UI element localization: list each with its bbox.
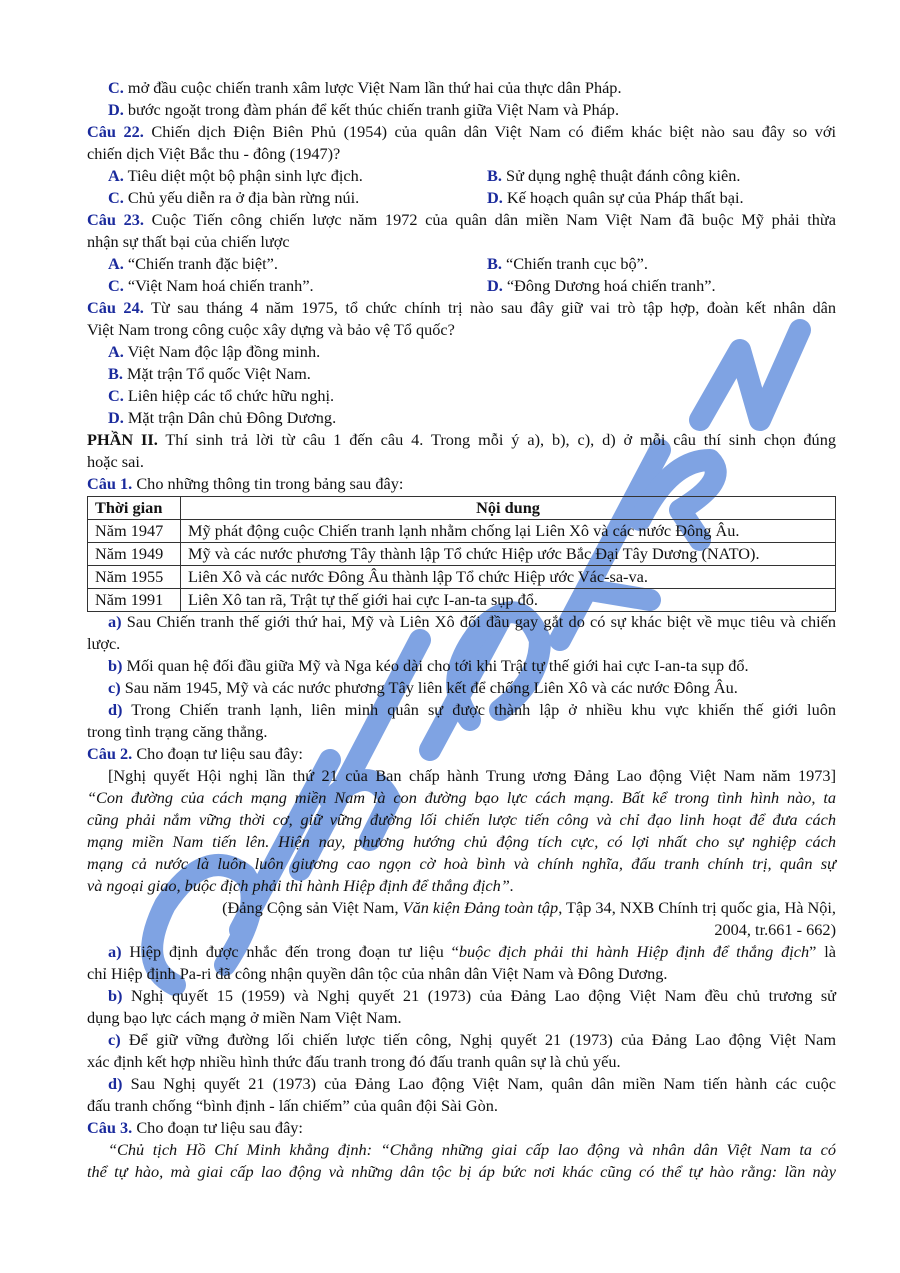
text-line bbox=[87, 699, 836, 721]
text-line bbox=[87, 743, 836, 765]
text-segment: Hiệp định được nhắc đến trong đoạn tư liệu “ bbox=[121, 942, 459, 961]
text-line bbox=[87, 655, 836, 677]
text-segment: Việt Nam độc lập đồng minh. bbox=[123, 342, 321, 361]
text-segment: Để giữ vững đường lối chiến lược tiến công, Nghị quyết 21 (1973) của Đảng Lao động Việt Nam bbox=[120, 1030, 836, 1049]
text-line bbox=[87, 451, 836, 473]
text-segment: (Đảng Cộng sản Việt Nam, bbox=[222, 898, 403, 917]
item-label: A. bbox=[108, 254, 124, 273]
text-line bbox=[87, 611, 836, 633]
item-label: Câu 2. bbox=[87, 744, 133, 763]
item-label: d) bbox=[108, 700, 123, 719]
text-line bbox=[87, 297, 836, 319]
item-label: A. bbox=[108, 166, 124, 185]
text-segment: Việt Nam trong công cuộc xây dựng và bảo vệ Tổ quốc? bbox=[87, 320, 455, 339]
text-segment: Thí sinh trả lời từ câu 1 đến câu 4. Trong mỗi ý a), b), c), d) ở mỗi câu thí sinh chọn đúng bbox=[157, 430, 836, 449]
answer-option-line bbox=[87, 77, 836, 99]
text-segment: “Chiến tranh cục bộ”. bbox=[501, 254, 648, 273]
table-header-row bbox=[88, 497, 836, 520]
item-label: Câu 23. bbox=[87, 210, 144, 229]
text-segment: đấu tranh chống “bình định - lấn chiếm” của quân đội Sài Gòn. bbox=[87, 1096, 498, 1115]
text-segment: trong tình trạng căng thẳng. bbox=[87, 722, 268, 741]
item-label: C. bbox=[108, 386, 124, 405]
text-line bbox=[87, 633, 836, 655]
text-segment: Mặt trận Tổ quốc Việt Nam. bbox=[122, 364, 311, 383]
text-segment: Sau Nghị quyết 21 (1973) của Đảng Lao động Việt Nam, quân dân miền Nam tiến hành các cuộc bbox=[122, 1074, 836, 1093]
header-time: Thời gian bbox=[88, 497, 181, 520]
item-label: Câu 22. bbox=[87, 122, 144, 141]
item-label: B. bbox=[487, 254, 502, 273]
text-line bbox=[87, 1007, 836, 1029]
item-label: C. bbox=[108, 78, 124, 97]
text-segment: ” là bbox=[809, 942, 837, 961]
text-segment: nhận sự thất bại của chiến lược bbox=[87, 232, 290, 251]
section-label: PHẦN II. bbox=[87, 430, 158, 449]
item-label: D. bbox=[108, 408, 124, 427]
answer-option bbox=[487, 253, 648, 275]
answer-option-line bbox=[87, 187, 836, 209]
text-segment: “Chủ tịch Hồ Chí Minh khẳng định: “Chẳng những giai cấp lao động và nhân dân Việt Nam ta có bbox=[108, 1140, 836, 1159]
text-segment: “Việt Nam hoá chiến tranh”. bbox=[123, 276, 314, 295]
text-segment: Mối quan hệ đối đầu giữa Mỹ và Nga kéo dài cho tới khi Trật tự thế giới hai cực I-an-ta sụp đổ. bbox=[122, 656, 749, 675]
item-label: d) bbox=[108, 1074, 123, 1093]
answer-option-line bbox=[87, 275, 836, 297]
text-line bbox=[87, 231, 836, 253]
answer-option-line bbox=[87, 363, 836, 385]
text-line bbox=[87, 1029, 836, 1051]
cell-time: Năm 1991 bbox=[88, 589, 181, 612]
cell-content: Liên Xô và các nước Đông Âu thành lập Tổ chức Hiệp ước Vác-sa-va. bbox=[181, 566, 836, 589]
item-label: a) bbox=[108, 942, 122, 961]
item-label: Câu 24. bbox=[87, 298, 144, 317]
text-segment: Tiêu diệt một bộ phận sinh lực địch. bbox=[123, 166, 363, 185]
answer-option bbox=[487, 275, 716, 297]
text-line bbox=[87, 897, 836, 919]
text-segment: Cho những thông tin trong bảng sau đây: bbox=[132, 474, 404, 493]
item-label: C. bbox=[108, 188, 124, 207]
text-line bbox=[87, 941, 836, 963]
questions-section-1 bbox=[87, 77, 836, 495]
text-segment: Sau năm 1945, Mỹ và các nước phương Tây liên kết để chống Liên Xô và các nước Đông Âu. bbox=[120, 678, 738, 697]
exam-page bbox=[87, 77, 836, 1183]
text-segment: “Con đường của cách mạng miền Nam là con đường bạo lực cách mạng. Bất kể trong tình hình nào, ta bbox=[87, 788, 836, 807]
text-line bbox=[87, 853, 836, 875]
text-line bbox=[87, 831, 836, 853]
item-label: Câu 1. bbox=[87, 474, 133, 493]
answer-option-line bbox=[87, 407, 836, 429]
text-line bbox=[87, 985, 836, 1007]
item-label: C. bbox=[108, 276, 124, 295]
text-segment: cũng phải nắm vững thời cơ, giữ vững đường lối chiến lược tiến công và chỉ đạo linh hoạt để đưa cách bbox=[87, 810, 836, 829]
text-segment: Nghị quyết 15 (1959) và Nghị quyết 21 (1973) của Đảng Lao động Việt Nam đều chủ trương sử bbox=[122, 986, 836, 1005]
info-table bbox=[87, 496, 836, 612]
table-row bbox=[88, 589, 836, 612]
item-label: B. bbox=[108, 364, 123, 383]
item-label: c) bbox=[108, 1030, 121, 1049]
text-segment: Mặt trận Dân chủ Đông Dương. bbox=[123, 408, 337, 427]
text-line bbox=[87, 787, 836, 809]
text-segment: và ngoại giao, buộc địch phải thi hành Hiệp định để thắng địch”. bbox=[87, 876, 514, 895]
table-row bbox=[88, 543, 836, 566]
text-line bbox=[87, 1117, 836, 1139]
text-line bbox=[87, 963, 836, 985]
answer-option bbox=[487, 187, 744, 209]
item-label: a) bbox=[108, 612, 122, 631]
text-segment: dụng bạo lực cách mạng ở miền Nam Việt Nam. bbox=[87, 1008, 402, 1027]
text-segment: Sử dụng nghệ thuật đánh công kiên. bbox=[501, 166, 741, 185]
text-segment: xác định kết hợp nhiều hình thức đấu tranh trong đó đấu tranh quân sự là chủ yếu. bbox=[87, 1052, 621, 1071]
text-segment: mạng cả nước là luôn luôn giương cao ngọn cờ hoà bình và chính nghĩa, đấu tranh chính trị, quân sự bbox=[87, 854, 836, 873]
answer-option-line bbox=[87, 385, 836, 407]
text-line bbox=[87, 765, 836, 787]
text-segment: bước ngoặt trong đàm phán để kết thúc chiến tranh giữa Việt Nam và Pháp. bbox=[123, 100, 620, 119]
item-label: A. bbox=[108, 342, 124, 361]
text-line bbox=[87, 677, 836, 699]
text-line bbox=[87, 209, 836, 231]
item-label: b) bbox=[108, 656, 123, 675]
text-line bbox=[87, 1161, 836, 1183]
text-line bbox=[87, 429, 836, 451]
cell-time: Năm 1949 bbox=[88, 543, 181, 566]
text-segment: Chiến dịch Điện Biên Phủ (1954) của quân dân Việt Nam có điểm khác biệt nào sau đây so với bbox=[143, 122, 836, 141]
text-line bbox=[87, 1095, 836, 1117]
cell-content: Mỹ phát động cuộc Chiến tranh lạnh nhằm chống lại Liên Xô và các nước Đông Âu. bbox=[181, 520, 836, 543]
text-line bbox=[87, 1139, 836, 1161]
header-content: Nội dung bbox=[181, 497, 836, 520]
text-segment: mạng miền Nam tiến lên. Hiện nay, phương hướng chủ động tích cực, có lợi nhất cho sự nghiệp cách bbox=[87, 832, 836, 851]
cell-content: Liên Xô tan rã, Trật tự thế giới hai cực I-an-ta sụp đổ. bbox=[181, 589, 836, 612]
table-row bbox=[88, 520, 836, 543]
answer-option-line bbox=[87, 253, 836, 275]
text-line bbox=[87, 1051, 836, 1073]
text-line bbox=[87, 875, 836, 897]
answer-option-line bbox=[87, 341, 836, 363]
text-segment: Cho đoạn tư liệu sau đây: bbox=[132, 744, 303, 763]
cell-content: Mỹ và các nước phương Tây thành lập Tổ chức Hiệp ước Bắc Đại Tây Dương (NATO). bbox=[181, 543, 836, 566]
text-line bbox=[87, 143, 836, 165]
text-segment: Chủ yếu diễn ra ở địa bàn rừng núi. bbox=[123, 188, 360, 207]
text-segment: hoặc sai. bbox=[87, 452, 144, 471]
text-segment: Cuộc Tiến công chiến lược năm 1972 của quân dân miền Nam Việt Nam đã buộc Mỹ phải thừa bbox=[143, 210, 836, 229]
text-segment: Từ sau tháng 4 năm 1975, tổ chức chính trị nào sau đây giữ vai trò tập hợp, đoàn kết nhân dân bbox=[143, 298, 836, 317]
text-segment: lược. bbox=[87, 634, 121, 653]
text-line bbox=[87, 721, 836, 743]
answer-option-line bbox=[87, 165, 836, 187]
text-segment: “Đông Dương hoá chiến tranh”. bbox=[502, 276, 716, 295]
text-segment: “Chiến tranh đặc biệt”. bbox=[123, 254, 278, 273]
text-segment: [Nghị quyết Hội nghị lần thứ 21 của Ban chấp hành Trung ương Đảng Lao động Việt Nam năm 1973] bbox=[108, 766, 836, 785]
text-segment: Trong Chiến tranh lạnh, liên minh quân sự được thành lập ở nhiều khu vực khiến thế giới luôn bbox=[122, 700, 836, 719]
text-segment: Cho đoạn tư liệu sau đây: bbox=[132, 1118, 303, 1137]
answer-option bbox=[108, 165, 363, 187]
cell-time: Năm 1955 bbox=[88, 566, 181, 589]
item-label: D. bbox=[487, 276, 503, 295]
text-segment: Kế hoạch quân sự của Pháp thất bại. bbox=[502, 188, 744, 207]
item-label: b) bbox=[108, 986, 123, 1005]
questions-section-2 bbox=[87, 611, 836, 1183]
answer-option bbox=[108, 275, 314, 297]
text-line bbox=[87, 919, 836, 941]
text-segment: Liên hiệp các tổ chức hữu nghị. bbox=[123, 386, 335, 405]
item-label: D. bbox=[108, 100, 124, 119]
text-line bbox=[87, 319, 836, 341]
text-segment: chiến dịch Việt Bắc thu - đông (1947)? bbox=[87, 144, 341, 163]
text-segment: chỉ Hiệp định Pa-ri đã công nhận quyền dân tộc của nhân dân Việt Nam và Đông Dương. bbox=[87, 964, 668, 983]
cell-time: Năm 1947 bbox=[88, 520, 181, 543]
text-line bbox=[87, 121, 836, 143]
answer-option-line bbox=[87, 99, 836, 121]
item-label: B. bbox=[487, 166, 502, 185]
answer-option bbox=[108, 253, 278, 275]
text-segment: mở đầu cuộc chiến tranh xâm lược Việt Nam lần thứ hai của thực dân Pháp. bbox=[123, 78, 622, 97]
text-line bbox=[87, 473, 836, 495]
answer-option bbox=[487, 165, 740, 187]
text-segment: 2004, tr.661 - 662) bbox=[714, 920, 836, 939]
item-label: D. bbox=[487, 188, 503, 207]
text-segment: Sau Chiến tranh thế giới thứ hai, Mỹ và Liên Xô đối đầu gay gắt do có sự khác biệt về mục tiêu và chiến bbox=[121, 612, 836, 631]
item-label: c) bbox=[108, 678, 121, 697]
text-line bbox=[87, 1073, 836, 1095]
table-row bbox=[88, 566, 836, 589]
answer-option bbox=[108, 187, 359, 209]
text-segment: , Tập 34, NXB Chính trị quốc gia, Hà Nội, bbox=[558, 898, 836, 917]
text-line bbox=[87, 809, 836, 831]
text-segment: Văn kiện Đảng toàn tập bbox=[402, 898, 559, 917]
text-segment: buộc địch phải thi hành Hiệp định để thắng địch bbox=[458, 942, 810, 961]
item-label: Câu 3. bbox=[87, 1118, 133, 1137]
text-segment: thể tự hào, mà giai cấp lao động và những dân tộc bị áp bức nơi khác cũng có thể tự hào rằng: lần này bbox=[87, 1162, 836, 1181]
